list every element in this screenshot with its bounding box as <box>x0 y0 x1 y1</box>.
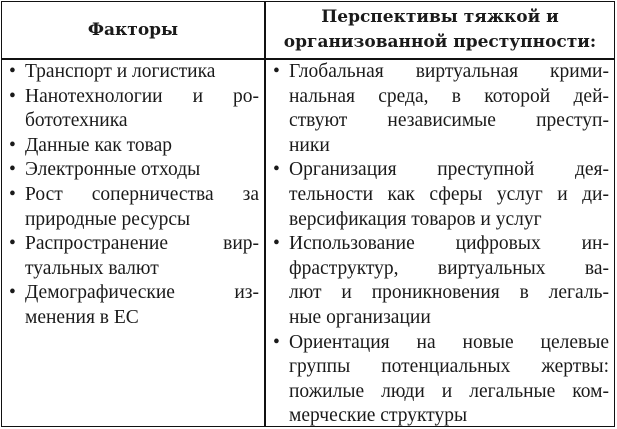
bullet-icon: • <box>9 183 16 205</box>
list-item <box>273 232 609 330</box>
item-line: Данные как товар <box>25 134 173 156</box>
item-line: ствуют независимые преступ- <box>289 110 609 132</box>
bullet-icon: • <box>9 282 16 304</box>
bullet-icon: • <box>9 233 16 255</box>
item-line: Нанотехнологии и ро- <box>25 85 259 107</box>
item-line: Распространение вир- <box>25 233 259 255</box>
item-line: Демографические из- <box>25 282 259 304</box>
header-prospects-line: Перспективы тяжкой и <box>321 7 559 27</box>
item-line: менения в ЕС <box>25 306 139 328</box>
list-item <box>273 60 609 158</box>
bullet-icon: • <box>273 233 280 255</box>
item-line: мерческие структуры <box>289 405 468 427</box>
bullet-icon: • <box>9 61 16 82</box>
prospects-list <box>273 60 609 429</box>
item-line: туальных валют <box>25 257 159 279</box>
item-line: ники <box>289 134 330 156</box>
item-line: природные ресурсы <box>25 208 191 230</box>
bullet-icon: • <box>9 134 16 156</box>
item-line: тельности как сферы услуг и ди- <box>289 183 609 205</box>
factors-list <box>9 60 259 331</box>
header-factors-text: Факторы <box>87 19 179 40</box>
list-item <box>273 158 609 232</box>
list-item <box>9 134 259 159</box>
item-line: Электронные отходы <box>25 159 201 181</box>
factors-table <box>1 1 615 427</box>
item-line: Организация преступной дея- <box>289 159 609 181</box>
item-line: фраструктур, виртуальных ва- <box>289 257 609 279</box>
list-item <box>273 331 609 429</box>
list-item <box>9 281 259 330</box>
list-item <box>9 158 259 183</box>
item-line: версификация товаров и услуг <box>289 208 542 230</box>
bullet-icon: • <box>9 85 16 107</box>
column-divider <box>264 2 266 426</box>
list-item <box>9 183 259 232</box>
item-line: ные организации <box>289 306 431 328</box>
header-factors <box>2 2 264 58</box>
item-line: Транспорт и логистика <box>25 61 216 82</box>
item-line: пожилые люди и легальные ком- <box>289 380 609 402</box>
list-item <box>9 60 259 85</box>
item-line: лют и проникновения в легаль- <box>289 282 609 304</box>
item-line: Ориентация на новые целевые <box>289 331 609 353</box>
item-line: Использование цифровых ин- <box>289 233 609 255</box>
list-item <box>9 232 259 281</box>
bullet-icon: • <box>273 61 280 82</box>
item-line: Рост соперничества за <box>25 183 259 205</box>
bullet-icon: • <box>273 159 280 181</box>
list-item <box>9 85 259 134</box>
item-line: Глобальная виртуальная крими- <box>289 61 609 82</box>
header-prospects <box>266 2 614 58</box>
bullet-icon: • <box>9 159 16 181</box>
header-prospects-line: организованной преступности: <box>283 32 597 52</box>
item-line: нальная среда, в которой дей- <box>289 85 609 107</box>
item-line: бототехника <box>25 110 128 132</box>
item-line: группы потенциальных жертвы: <box>289 356 609 378</box>
bullet-icon: • <box>273 331 280 353</box>
